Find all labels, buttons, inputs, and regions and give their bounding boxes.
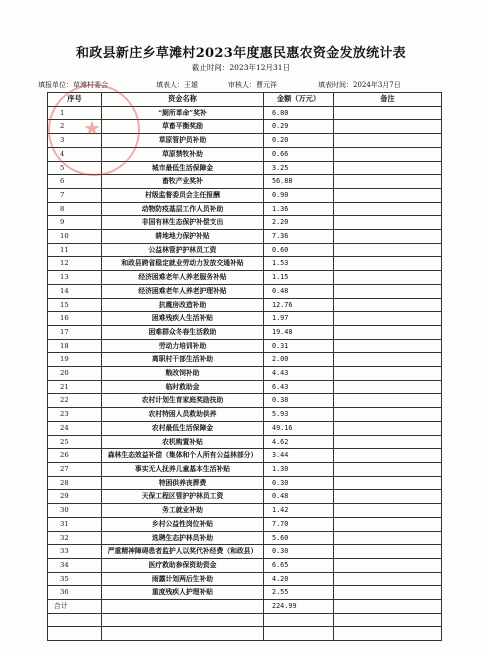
- row-note: [334, 435, 442, 449]
- row-number: 36: [48, 586, 102, 600]
- table-row: [48, 312, 442, 326]
- row-amount: 0.20: [264, 134, 334, 148]
- row-amount: 5.93: [264, 408, 334, 422]
- header-no: 序号: [48, 93, 102, 107]
- table-row: [48, 175, 442, 189]
- row-fund-name: 困难残疾人生活补贴: [102, 312, 264, 326]
- row-number: 30: [48, 504, 102, 518]
- table-row: [48, 134, 442, 148]
- table-row: [48, 353, 442, 367]
- row-fund-name: 医疗救助参保资助资金: [102, 558, 264, 572]
- empty-cell: [334, 627, 442, 641]
- row-amount: 4.43: [264, 367, 334, 381]
- header-note: 备注: [334, 93, 442, 107]
- row-fund-name: 乡村公益性岗位补贴: [102, 517, 264, 531]
- table-row: [48, 408, 442, 422]
- row-number: 7: [48, 188, 102, 202]
- row-number: 28: [48, 476, 102, 490]
- row-number: 23: [48, 408, 102, 422]
- row-amount: 2.55: [264, 586, 334, 600]
- row-fund-name: 严重精神障碍患者监护人以奖代补经费（和政县）: [102, 545, 264, 559]
- row-fund-name: 农村最低生活保障金: [102, 421, 264, 435]
- row-fund-name: 离职村干部生活补助: [102, 353, 264, 367]
- funds-table: [47, 92, 442, 641]
- empty-cell: [264, 627, 334, 641]
- table-row: [48, 421, 442, 435]
- row-fund-name: 天保工程区管护护林员工资: [102, 490, 264, 504]
- meta-date: 填表时间：2024年3月7日: [318, 81, 401, 89]
- row-fund-name: 经济困难老年人养老服务补贴: [102, 271, 264, 285]
- meta-reviewer: 审核人：曹元祥: [228, 81, 277, 89]
- row-note: [334, 202, 442, 216]
- row-note: [334, 312, 442, 326]
- empty-cell: [48, 627, 102, 641]
- row-note: [334, 476, 442, 490]
- table-row: [48, 517, 442, 531]
- row-fund-name: 选聘生态护林员补助: [102, 531, 264, 545]
- row-amount: 0.48: [264, 284, 334, 298]
- row-note: [334, 408, 442, 422]
- row-fund-name: 和政县跨省稳定就业劳动力发放交通补贴: [102, 257, 264, 271]
- row-amount: 3.25: [264, 161, 334, 175]
- row-number: 17: [48, 325, 102, 339]
- row-amount: 0.31: [264, 339, 334, 353]
- row-amount: 4.20: [264, 572, 334, 586]
- total-row: [48, 600, 442, 614]
- row-note: [334, 462, 442, 476]
- row-amount: 2.20: [264, 216, 334, 230]
- table-row: [48, 202, 442, 216]
- table-row: [48, 504, 442, 518]
- table-row: [48, 257, 442, 271]
- cutoff-date: 截止时间：2023年12月31日: [191, 63, 291, 72]
- row-number: 1: [48, 106, 102, 120]
- row-note: [334, 230, 442, 244]
- total-name-empty: [102, 600, 264, 614]
- table-row: [48, 490, 442, 504]
- row-fund-name: 公益林管护护林员工资: [102, 243, 264, 257]
- row-amount: 1.30: [264, 462, 334, 476]
- row-amount: 2.00: [264, 353, 334, 367]
- row-note: [334, 257, 442, 271]
- table-header-row: [48, 93, 442, 107]
- row-amount: 0.30: [264, 545, 334, 559]
- table-row: [48, 271, 442, 285]
- row-amount: 1.15: [264, 271, 334, 285]
- row-note: [334, 545, 442, 559]
- row-number: 29: [48, 490, 102, 504]
- row-note: [334, 490, 442, 504]
- table-row: [48, 558, 442, 572]
- row-number: 15: [48, 298, 102, 312]
- table-row: [48, 339, 442, 353]
- row-amount: 49.16: [264, 421, 334, 435]
- row-note: [334, 558, 442, 572]
- row-number: 9: [48, 216, 102, 230]
- row-number: 5: [48, 161, 102, 175]
- row-number: 16: [48, 312, 102, 326]
- table-row: [48, 586, 442, 600]
- row-number: 27: [48, 462, 102, 476]
- row-note: [334, 367, 442, 381]
- row-fund-name: 雨露计划两后生补助: [102, 572, 264, 586]
- row-note: [334, 271, 442, 285]
- header-amount: 金额（万元）: [264, 93, 334, 107]
- table-row: [48, 545, 442, 559]
- row-note: [334, 175, 442, 189]
- row-number: 19: [48, 353, 102, 367]
- row-fund-name: 经济困难老年人养老护理补贴: [102, 284, 264, 298]
- table-row: [48, 367, 442, 381]
- row-note: [334, 134, 442, 148]
- row-number: 20: [48, 367, 102, 381]
- row-fund-name: 农村特困人员救助供养: [102, 408, 264, 422]
- row-note: [334, 531, 442, 545]
- row-amount: 6.65: [264, 558, 334, 572]
- meta-filler: 填表人：王雄: [156, 81, 198, 89]
- row-amount: 0.66: [264, 147, 334, 161]
- table-row: [48, 476, 442, 490]
- row-number: 14: [48, 284, 102, 298]
- total-amount: 224.99: [264, 600, 334, 614]
- row-note: [334, 394, 442, 408]
- row-note: [334, 586, 442, 600]
- table-row: [48, 435, 442, 449]
- row-note: [334, 188, 442, 202]
- row-fund-name: 抗震房改造补助: [102, 298, 264, 312]
- row-number: 31: [48, 517, 102, 531]
- row-number: 12: [48, 257, 102, 271]
- row-number: 13: [48, 271, 102, 285]
- row-number: 32: [48, 531, 102, 545]
- row-fund-name: 事实无人抚养儿童基本生活补贴: [102, 462, 264, 476]
- row-note: [334, 380, 442, 394]
- row-number: 24: [48, 421, 102, 435]
- table-row: [48, 243, 442, 257]
- row-number: 6: [48, 175, 102, 189]
- row-note: [334, 106, 442, 120]
- total-label: 合计: [48, 600, 102, 614]
- row-amount: 12.76: [264, 298, 334, 312]
- row-note: [334, 353, 442, 367]
- row-fund-name: 草畜平衡奖励: [102, 120, 264, 134]
- total-note: [334, 600, 442, 614]
- row-number: 21: [48, 380, 102, 394]
- row-amount: 0.30: [264, 476, 334, 490]
- row-amount: 6.43: [264, 380, 334, 394]
- row-amount: 1.36: [264, 202, 334, 216]
- row-note: [334, 243, 442, 257]
- row-amount: 0.90: [264, 188, 334, 202]
- empty-cell: [334, 613, 442, 627]
- table-row: [48, 106, 442, 120]
- row-number: 35: [48, 572, 102, 586]
- table-row: [48, 325, 442, 339]
- row-fund-name: 务工就业补助: [102, 504, 264, 518]
- row-number: 10: [48, 230, 102, 244]
- row-fund-name: 草原管护员补助: [102, 134, 264, 148]
- row-note: [334, 147, 442, 161]
- row-number: 2: [48, 120, 102, 134]
- row-fund-name: 非国有林生态保护补偿支出: [102, 216, 264, 230]
- table-row: [48, 216, 442, 230]
- table-row: [48, 161, 442, 175]
- row-fund-name: 重度残疾人护理补贴: [102, 586, 264, 600]
- row-note: [334, 325, 442, 339]
- table-row: [48, 120, 442, 134]
- table-row: [48, 147, 442, 161]
- row-fund-name: 城市最低生活保障金: [102, 161, 264, 175]
- row-amount: 5.60: [264, 531, 334, 545]
- row-number: 33: [48, 545, 102, 559]
- row-fund-name: 特困供养丧葬费: [102, 476, 264, 490]
- table-row: [48, 572, 442, 586]
- row-fund-name: 农机购置补贴: [102, 435, 264, 449]
- table-row: [48, 462, 442, 476]
- row-fund-name: 森林生态效益补偿（集体和个人所有公益林部分）: [102, 449, 264, 463]
- row-amount: 3.44: [264, 449, 334, 463]
- seal-star-icon: ★: [83, 116, 101, 140]
- row-note: [334, 120, 442, 134]
- row-number: 8: [48, 202, 102, 216]
- row-amount: 6.80: [264, 106, 334, 120]
- row-note: [334, 298, 442, 312]
- row-fund-name: 临时救助金: [102, 380, 264, 394]
- meta-unit: 填报单位：草滩村委会: [38, 81, 108, 89]
- empty-cell: [102, 627, 264, 641]
- row-number: 25: [48, 435, 102, 449]
- row-number: 34: [48, 558, 102, 572]
- row-number: 3: [48, 134, 102, 148]
- row-amount: 19.40: [264, 325, 334, 339]
- row-amount: 7.70: [264, 517, 334, 531]
- header-name: 资金名称: [102, 93, 264, 107]
- page-title: 和政县新庄乡草滩村2023年度惠民惠农资金发放统计表: [76, 46, 406, 61]
- table-row: [48, 380, 442, 394]
- row-note: [334, 517, 442, 531]
- row-note: [334, 504, 442, 518]
- row-amount: 1.53: [264, 257, 334, 271]
- empty-cell: [264, 613, 334, 627]
- table-row: [48, 188, 442, 202]
- table-row: [48, 531, 442, 545]
- row-amount: 1.42: [264, 504, 334, 518]
- table-row: [48, 284, 442, 298]
- row-fund-name: 耕地地力保护补贴: [102, 230, 264, 244]
- row-amount: 0.48: [264, 490, 334, 504]
- row-amount: 0.60: [264, 243, 334, 257]
- row-amount: 56.88: [264, 175, 334, 189]
- row-number: 18: [48, 339, 102, 353]
- empty-cell: [102, 613, 264, 627]
- row-fund-name: 草原禁牧补助: [102, 147, 264, 161]
- row-note: [334, 449, 442, 463]
- table-row: [48, 298, 442, 312]
- row-fund-name: 困难群众冬春生活救助: [102, 325, 264, 339]
- row-note: [334, 339, 442, 353]
- row-note: [334, 284, 442, 298]
- row-amount: 0.38: [264, 394, 334, 408]
- row-note: [334, 572, 442, 586]
- row-fund-name: 粮改饲补助: [102, 367, 264, 381]
- row-fund-name: 村级监督委员会主任报酬: [102, 188, 264, 202]
- row-amount: 4.62: [264, 435, 334, 449]
- row-fund-name: “厕所革命”奖补: [102, 106, 264, 120]
- row-note: [334, 421, 442, 435]
- table-row: [48, 230, 442, 244]
- empty-row: [48, 613, 442, 627]
- row-fund-name: 动物防疫基层工作人员补助: [102, 202, 264, 216]
- empty-cell: [48, 613, 102, 627]
- row-amount: 1.97: [264, 312, 334, 326]
- row-note: [334, 161, 442, 175]
- row-fund-name: 农村计划生育家庭奖励扶助: [102, 394, 264, 408]
- row-number: 22: [48, 394, 102, 408]
- row-fund-name: 畜牧产业奖补: [102, 175, 264, 189]
- row-number: 26: [48, 449, 102, 463]
- row-amount: 7.36: [264, 230, 334, 244]
- table-row: [48, 394, 442, 408]
- empty-row: [48, 627, 442, 641]
- row-number: 4: [48, 147, 102, 161]
- row-number: 11: [48, 243, 102, 257]
- row-amount: 0.29: [264, 120, 334, 134]
- table-row: [48, 449, 442, 463]
- row-fund-name: 劳动力培训补助: [102, 339, 264, 353]
- row-note: [334, 216, 442, 230]
